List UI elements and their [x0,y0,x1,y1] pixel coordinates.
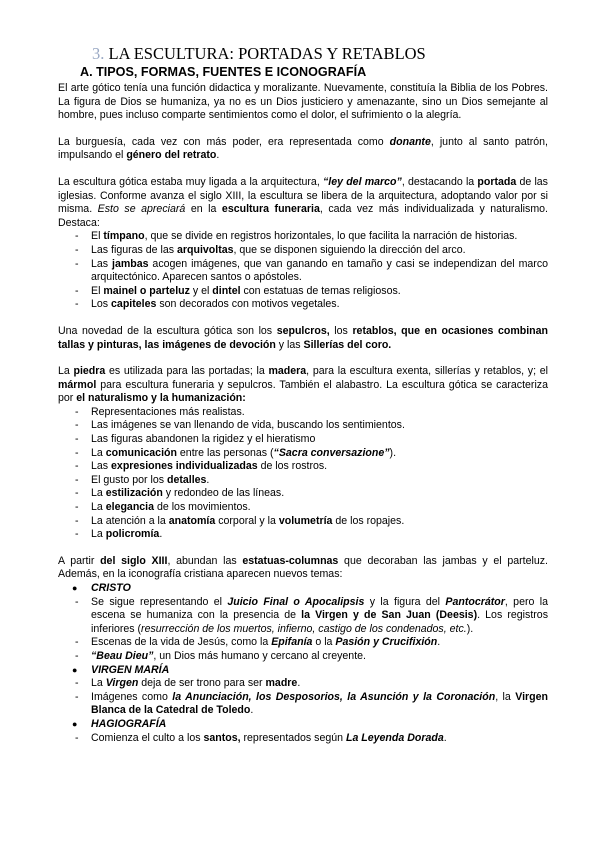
dash-marker: - [75,433,79,446]
list-item [58,244,548,258]
text-run: es utilizada para las portadas; la [105,365,269,378]
dash-marker: - [75,257,79,270]
dash-marker: - [75,677,79,690]
dash-marker: - [75,405,79,418]
text-run: , abundan las [167,554,243,567]
text-run: El [91,284,104,297]
text-run: CRISTO [91,582,131,594]
text-run: La [58,365,74,378]
text-run: y la figura del [364,595,446,608]
text-run: expresiones individualizadas [111,460,258,473]
dash-marker: - [75,514,79,527]
text-run: La escultura gótica estaba muy ligada a la arquitectura, [58,175,323,188]
text-run: dintel [212,284,241,297]
text-run: policromía [105,528,160,541]
text-run: Las [91,257,112,270]
text-run: volumetría [278,514,333,527]
text-run: . [437,636,441,649]
text-run: jambas [112,257,149,270]
text-run: con estatuas de temas religiosos. [240,284,401,297]
text-run: “Beau Dieu” [91,649,154,662]
text-run: de los ropajes. [332,514,405,527]
dash-marker: - [75,690,79,703]
list-item [58,501,548,515]
list-item [58,433,548,447]
text-run: mainel o parteluz [103,284,190,297]
list-item [58,636,548,650]
text-run: para escultura funeraria y sepulcros. También el alabastro. La escultura gótica se caracteriza por [58,378,548,405]
text-run: Las figuras abandonen la rigidez y el hieratismo [91,433,316,446]
text-run: mármol [58,378,97,391]
text-run: , junto al santo patrón, impulsando el [58,135,548,162]
list-item [58,487,548,501]
text-run: elegancia [105,501,155,514]
dash-marker: - [75,731,79,744]
text-run: piedra [73,365,106,378]
text-run: donante [389,135,431,148]
text-run: género del retrato [126,149,217,162]
text-run: Epifanía [271,636,313,649]
text-run: A partir [58,554,101,567]
paragraph-arquitectura [58,176,548,230]
text-run: . [159,528,163,541]
text-run: Comienza el culto a los [91,731,204,744]
list-item [58,285,548,299]
text-run: acogen imágenes, que van ganando en tamaño y casi se independizan del marco arquitectónico. Aparecen santos o apóstoles. [91,257,549,284]
section-heading-cristo [58,582,548,596]
dash-marker: - [75,473,79,486]
text-run: resurrección de los muertos, infierno, castigo de los condenados, etc. [141,622,467,635]
list-item [58,258,548,285]
text-run: . [216,149,220,162]
list-virgen [58,677,548,718]
text-run: Pasión y Crucifixión [335,636,438,649]
section-virgen [58,664,548,678]
text-run: Sillerías del coro. [303,338,392,351]
text-run: Las figuras de las [91,243,177,256]
text-run: Las [91,460,112,473]
list-item [58,650,548,664]
text-run: Virgen Blanca de la Catedral de Toledo [91,690,548,717]
text-run: Pantocrátor [445,595,505,608]
list-item [58,474,548,488]
list-item [58,460,548,474]
text-run: “Sacra conversazione” [273,446,390,459]
text-run: El [91,230,104,243]
paragraph-novedad [58,325,548,352]
text-run: , cada vez más individualizada y naturalismo. Destaca: [58,203,548,229]
text-run: , la [495,690,516,703]
dash-marker: - [75,230,79,243]
text-run: Representaciones más realistas. [91,405,245,418]
text-run: VIRGEN MARÍA [91,663,170,676]
text-run: retablos, que en ocasiones combinan tallas y pinturas, las imágenes de devoción [58,324,548,351]
text-run: en la [185,203,222,216]
text-run: . Los registros inferiores ( [91,609,548,635]
text-run: La Leyenda Dorada [345,731,444,744]
text-run: La burguesía, cada vez con más poder, era representada como [58,135,390,148]
text-run: estilización [105,487,163,500]
text-run: Los [91,298,112,311]
text-run: la Anunciación, los Desposorios, la Asunción y la Coronación [172,690,496,703]
text-run: Esto se apreciará [97,203,186,216]
dash-marker: - [75,501,79,514]
text-run: anatomía [168,514,216,527]
section-number: 3. [92,44,105,63]
text-run: la Virgen y de San Juan (Deesis) [301,609,478,622]
list-hagiografia [58,732,548,746]
list-item [58,732,548,746]
text-run: , un Dios más humano y cercano al creyente. [153,649,366,662]
text-run: , pero la escena se humaniza con la presencia de [91,595,548,622]
list-item [58,298,548,312]
text-run: . [250,704,254,717]
text-run: Se sigue representando el [91,595,228,608]
list-item [58,515,548,529]
text-run: arquivoltas [176,243,234,256]
text-run: capiteles [111,298,157,311]
text-run: La [91,677,106,690]
text-run: “ley del marco” [322,175,402,188]
page-title [92,45,426,63]
text-run: Las imágenes se van llenando de vida, buscando los sentimientos. [91,419,405,432]
text-run: HAGIOGRAFÍA [91,717,167,730]
list-portada-elements [58,230,548,312]
bullet-marker: ● [72,664,78,675]
dash-marker: - [75,649,79,662]
text-run: ). [466,622,474,635]
text-run: , que se divide en registros horizontales, lo que facilita la narración de historias. [144,230,518,243]
bullet-marker: ● [72,718,78,729]
text-run: entre las personas ( [176,446,274,459]
text-run: y el [189,284,213,297]
paragraph-materiales [58,365,548,406]
text-run: y las [275,338,304,351]
list-item [58,677,548,691]
bullet-marker: ● [72,583,78,593]
text-run: La atención a la [91,514,169,527]
text-run: , destacando la [401,175,478,188]
dash-marker: - [75,284,79,297]
section-cristo [58,582,548,596]
text-run: Virgen [105,677,139,690]
list-item [58,447,548,461]
text-run: de los movimientos. [154,501,251,514]
text-run: La [91,501,106,514]
title-text: LA ESCULTURA: PORTADAS Y RETABLOS [108,44,426,63]
dash-marker: - [75,460,79,473]
text-run: El gusto por los [91,473,167,486]
section-heading-virgen [58,664,548,678]
text-run: Imágenes como [91,690,173,703]
text-run: Juicio Final o Apocalipsis [227,595,365,608]
text-run: , que se disponen siguiendo la dirección del arco. [233,243,466,256]
text-run: comunicación [105,446,177,459]
text-run: o la [312,636,336,649]
section-subtitle: A. TIPOS, FORMAS, FUENTES E ICONOGRAFÍA [80,65,367,79]
text-run: madera [268,365,307,378]
text-run: Una novedad de la escultura gótica son los [58,324,277,337]
dash-marker: - [75,446,79,459]
list-caracteristicas [58,406,548,542]
text-run: escultura funeraria [221,203,320,216]
text-run: . [443,731,447,744]
text-run: son decorados con motivos vegetales. [156,298,340,311]
text-run: de los rostros. [257,460,328,473]
dash-marker: - [75,419,79,432]
text-run: los [329,324,353,337]
text-run: representados según [240,731,346,744]
text-run: La [91,487,106,500]
dash-marker: - [75,595,79,608]
dash-marker: - [75,298,79,311]
paragraph-intro: El arte gótico tenía una función didactica y moralizante. Nuevamente, constituía la Biblia de los Pobres. La figura de Dios se humaniza, ya no es un Dios justiciero y amenazante, sino un Dios semejante al hombre, pues incluso comparte sentimientos como el dolor, el sufrimiento o la alegría. [58,82,548,122]
list-item [58,528,548,542]
list-item [58,406,548,420]
text-run: madre [265,677,298,690]
text-run: deja de ser trono para ser [138,677,266,690]
list-item [58,691,548,718]
text-run: . [297,677,301,690]
text-run: del siglo XIII [100,554,168,567]
text-run: Escenas de la vida de Jesús, como la [91,636,272,649]
list-item [58,230,548,244]
text-run: que decoraban las jambas y el parteluz. Además, en la iconografía cristiana aparecen nuevos temas: [58,554,549,581]
text-run: el naturalismo y la humanización: [76,392,246,405]
text-run: La [91,528,106,541]
text-run: santos, [203,731,241,744]
list-cristo [58,596,548,664]
list-item [58,596,548,637]
text-run: detalles [166,473,207,486]
paragraph-siglo-xiii [58,555,548,582]
section-hagiografia [58,718,548,732]
text-run: de las iglesias. Conforme avanza el siglo XIII, la escultura se libera de la arquitectura, adoptando valor por si misma. [58,175,548,216]
dash-marker: - [75,487,79,500]
text-run: , para la escultura exenta, sillerías y retablos, y; el [306,365,548,378]
text-run: y redondeo de las líneas. [162,487,285,500]
text-run: corporal y la [215,514,279,527]
dash-marker: - [75,243,79,256]
section-heading-hagiografia [58,718,548,732]
paragraph-burguesia [58,136,548,163]
text-run: ). [389,446,397,459]
dash-marker: - [75,528,79,541]
list-item [58,419,548,433]
text-run: sepulcros, [276,324,330,337]
dash-marker: - [75,636,79,649]
text-run: tímpano [103,230,145,243]
text-run: . [206,473,210,486]
text-run: portada [477,175,517,188]
text-run: La [91,446,106,459]
text-run: estatuas-columnas [242,554,339,567]
document-body [58,82,548,745]
